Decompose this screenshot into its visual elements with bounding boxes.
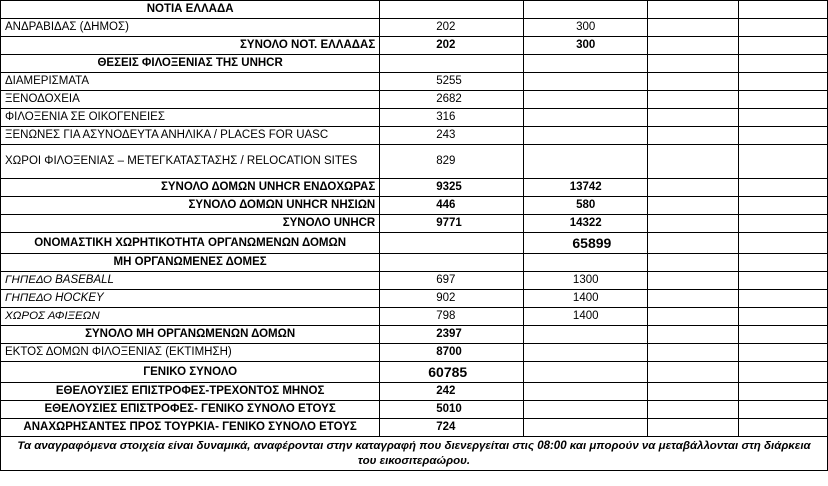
row-value-2: 1300 xyxy=(524,272,648,290)
empty-cell xyxy=(648,109,739,127)
empty-cell xyxy=(648,1,739,19)
row-label: ΦΙΛΟΞΕΝΙΑ ΣΕ ΟΙΚΟΓΕΝΕΙΕΣ xyxy=(1,109,380,127)
row-label: ΘΕΣΕΙΣ ΦΙΛΟΞΕΝΙΑΣ ΤΗΣ UNHCR xyxy=(1,55,380,73)
table-row xyxy=(1,179,828,197)
footnote-row xyxy=(1,437,828,471)
row-label: ΣΥΝΟΛΟ ΜΗ ΟΡΓΑΝΩΜΕΝΩΝ ΔΟΜΩΝ xyxy=(1,326,380,344)
empty-cell xyxy=(739,19,828,37)
table-row xyxy=(1,272,828,290)
empty-cell xyxy=(648,145,739,179)
empty-cell xyxy=(739,254,828,272)
row-value-2 xyxy=(524,145,648,179)
row-value-2: 1400 xyxy=(524,308,648,326)
row-label: ΣΥΝΟΛΟ ΔΟΜΩΝ UNHCR ΝΗΣΙΩΝ xyxy=(1,197,380,215)
row-value-1: 829 xyxy=(380,145,524,179)
row-label: ΕΘΕΛΟΥΣΙΕΣ ΕΠΙΣΤΡΟΦΕΣ- ΓΕΝΙΚΟ ΣΥΝΟΛΟ ΕΤΟΥΣ xyxy=(1,401,380,419)
row-label: ΧΩΡΟΣ ΑΦΙΞΕΩΝ xyxy=(1,308,380,326)
row-value-2 xyxy=(524,344,648,362)
row-label: ΧΩΡΟΙ ΦΙΛΟΞΕΝΙΑΣ – ΜΕΤΕΓΚΑΤΑΣΤΑΣΗΣ / RELOCATION SITES xyxy=(1,145,380,179)
empty-cell xyxy=(648,254,739,272)
row-value-2 xyxy=(524,254,648,272)
table-row xyxy=(1,308,828,326)
row-label: ΓΕΝΙΚΟ ΣΥΝΟΛΟ xyxy=(1,362,380,383)
empty-cell xyxy=(648,55,739,73)
row-value-1: 202 xyxy=(380,37,524,55)
empty-cell xyxy=(739,233,828,254)
empty-cell xyxy=(648,383,739,401)
row-value-2: 1400 xyxy=(524,290,648,308)
row-value-1 xyxy=(380,55,524,73)
empty-cell xyxy=(739,145,828,179)
empty-cell xyxy=(648,37,739,55)
table-row xyxy=(1,419,828,437)
table-row xyxy=(1,215,828,233)
row-value-2 xyxy=(524,1,648,19)
empty-cell xyxy=(739,91,828,109)
row-value-2: 65899 xyxy=(524,233,648,254)
empty-cell xyxy=(648,73,739,91)
empty-cell xyxy=(648,19,739,37)
table-row xyxy=(1,362,828,383)
row-value-1: 60785 xyxy=(380,362,524,383)
row-label: ΓΗΠΕΔΟ HOCKEY xyxy=(1,290,380,308)
row-value-1: 202 xyxy=(380,19,524,37)
row-value-1 xyxy=(380,254,524,272)
row-label: ΟΝΟΜΑΣΤΙΚΗ ΧΩΡΗΤΙΚΟΤΗΤΑ ΟΡΓΑΝΩΜΕΝΩΝ ΔΟΜΩΝ xyxy=(1,233,380,254)
empty-cell xyxy=(648,401,739,419)
row-value-2 xyxy=(524,326,648,344)
row-label: ΝΟΤΙΑ ΕΛΛΑΔΑ xyxy=(1,1,380,19)
table-row xyxy=(1,344,828,362)
table-row xyxy=(1,37,828,55)
empty-cell xyxy=(648,197,739,215)
row-value-2 xyxy=(524,401,648,419)
table-row xyxy=(1,1,828,19)
row-label: ΑΝΑΧΩΡΗΣΑΝΤΕΣ ΠΡΟΣ ΤΟΥΡΚΙΑ- ΓΕΝΙΚΟ ΣΥΝΟΛΟ ΕΤΟΥΣ xyxy=(1,419,380,437)
row-value-1 xyxy=(380,233,524,254)
row-value-1: 242 xyxy=(380,383,524,401)
table-row xyxy=(1,383,828,401)
row-value-2 xyxy=(524,383,648,401)
row-label: ΔΙΑΜΕΡΙΣΜΑΤΑ xyxy=(1,73,380,91)
row-value-2 xyxy=(524,55,648,73)
row-value-2 xyxy=(524,73,648,91)
empty-cell xyxy=(739,215,828,233)
table-row xyxy=(1,73,828,91)
row-value-2: 14322 xyxy=(524,215,648,233)
empty-cell xyxy=(739,362,828,383)
empty-cell xyxy=(739,290,828,308)
empty-cell xyxy=(648,290,739,308)
empty-cell xyxy=(739,55,828,73)
empty-cell xyxy=(739,419,828,437)
table-row xyxy=(1,91,828,109)
row-value-1: 724 xyxy=(380,419,524,437)
row-value-1: 902 xyxy=(380,290,524,308)
empty-cell xyxy=(739,73,828,91)
empty-cell xyxy=(739,197,828,215)
row-value-2: 300 xyxy=(524,19,648,37)
row-label: ΜΗ ΟΡΓΑΝΩΜΕΝΕΣ ΔΟΜΕΣ xyxy=(1,254,380,272)
table-row xyxy=(1,145,828,179)
row-label: ΑΝΔΡΑΒΙΔΑΣ (ΔΗΜΟΣ) xyxy=(1,19,380,37)
empty-cell xyxy=(648,91,739,109)
empty-cell xyxy=(739,109,828,127)
empty-cell xyxy=(739,37,828,55)
row-value-2: 300 xyxy=(524,37,648,55)
row-label: ΣΥΝΟΛΟ UNHCR xyxy=(1,215,380,233)
row-value-1: 9771 xyxy=(380,215,524,233)
empty-cell xyxy=(648,215,739,233)
empty-cell xyxy=(648,233,739,254)
empty-cell xyxy=(739,383,828,401)
row-label: ΕΚΤΟΣ ΔΟΜΩΝ ΦΙΛΟΞΕΝΙΑΣ (ΕΚΤΙΜΗΣΗ) xyxy=(1,344,380,362)
row-value-1: 9325 xyxy=(380,179,524,197)
empty-cell xyxy=(648,179,739,197)
empty-cell xyxy=(739,344,828,362)
empty-cell xyxy=(739,272,828,290)
empty-cell xyxy=(648,127,739,145)
row-value-2 xyxy=(524,362,648,383)
table-row xyxy=(1,233,828,254)
empty-cell xyxy=(648,362,739,383)
row-value-1: 798 xyxy=(380,308,524,326)
table-row xyxy=(1,127,828,145)
table-body xyxy=(1,1,828,437)
row-value-1: 2682 xyxy=(380,91,524,109)
row-value-2 xyxy=(524,419,648,437)
row-value-1: 5255 xyxy=(380,73,524,91)
row-label: ΣΥΝΟΛΟ ΔΟΜΩΝ UNHCR ΕΝΔΟΧΩΡΑΣ xyxy=(1,179,380,197)
table-row xyxy=(1,254,828,272)
row-value-2 xyxy=(524,127,648,145)
table-row xyxy=(1,401,828,419)
row-value-1: 2397 xyxy=(380,326,524,344)
row-value-1: 446 xyxy=(380,197,524,215)
table-row xyxy=(1,109,828,127)
row-value-1: 316 xyxy=(380,109,524,127)
row-value-1: 697 xyxy=(380,272,524,290)
empty-cell xyxy=(739,127,828,145)
row-value-2 xyxy=(524,109,648,127)
table-row xyxy=(1,55,828,73)
row-label: ΕΘΕΛΟΥΣΙΕΣ ΕΠΙΣΤΡΟΦΕΣ-ΤΡΕΧΟΝΤΟΣ ΜΗΝΟΣ xyxy=(1,383,380,401)
row-label: ΓΗΠΕΔΟ BASEBALL xyxy=(1,272,380,290)
row-value-1: 5010 xyxy=(380,401,524,419)
table-row xyxy=(1,19,828,37)
table-row xyxy=(1,197,828,215)
row-label: ΞΕΝΟΔΟΧΕΙΑ xyxy=(1,91,380,109)
empty-cell xyxy=(739,179,828,197)
empty-cell xyxy=(739,308,828,326)
table-row xyxy=(1,326,828,344)
row-value-2: 13742 xyxy=(524,179,648,197)
row-label: ΣΥΝΟΛΟ ΝΟΤ. ΕΛΛΑΔΑΣ xyxy=(1,37,380,55)
empty-cell xyxy=(648,419,739,437)
row-value-1 xyxy=(380,1,524,19)
empty-cell xyxy=(739,326,828,344)
table-row xyxy=(1,290,828,308)
row-value-1: 8700 xyxy=(380,344,524,362)
row-value-2 xyxy=(524,91,648,109)
empty-cell xyxy=(648,272,739,290)
footnote: Τα αναγραφόμενα στοιχεία είναι δυναμικά, αναφέρονται στην καταγραφή που διενεργείται στις 08:00 και μπορούν να μεταβάλλονται στη διάρκεια του εικοσιτεραώρου. xyxy=(1,437,828,471)
empty-cell xyxy=(739,401,828,419)
empty-cell xyxy=(648,308,739,326)
row-value-2: 580 xyxy=(524,197,648,215)
row-value-1: 243 xyxy=(380,127,524,145)
empty-cell xyxy=(648,344,739,362)
row-label: ΞΕΝΩΝΕΣ ΓΙΑ ΑΣΥΝΟΔΕΥΤΑ ΑΝΗΛΙΚΑ / PLACES FOR UASC xyxy=(1,127,380,145)
empty-cell xyxy=(739,1,828,19)
empty-cell xyxy=(648,326,739,344)
